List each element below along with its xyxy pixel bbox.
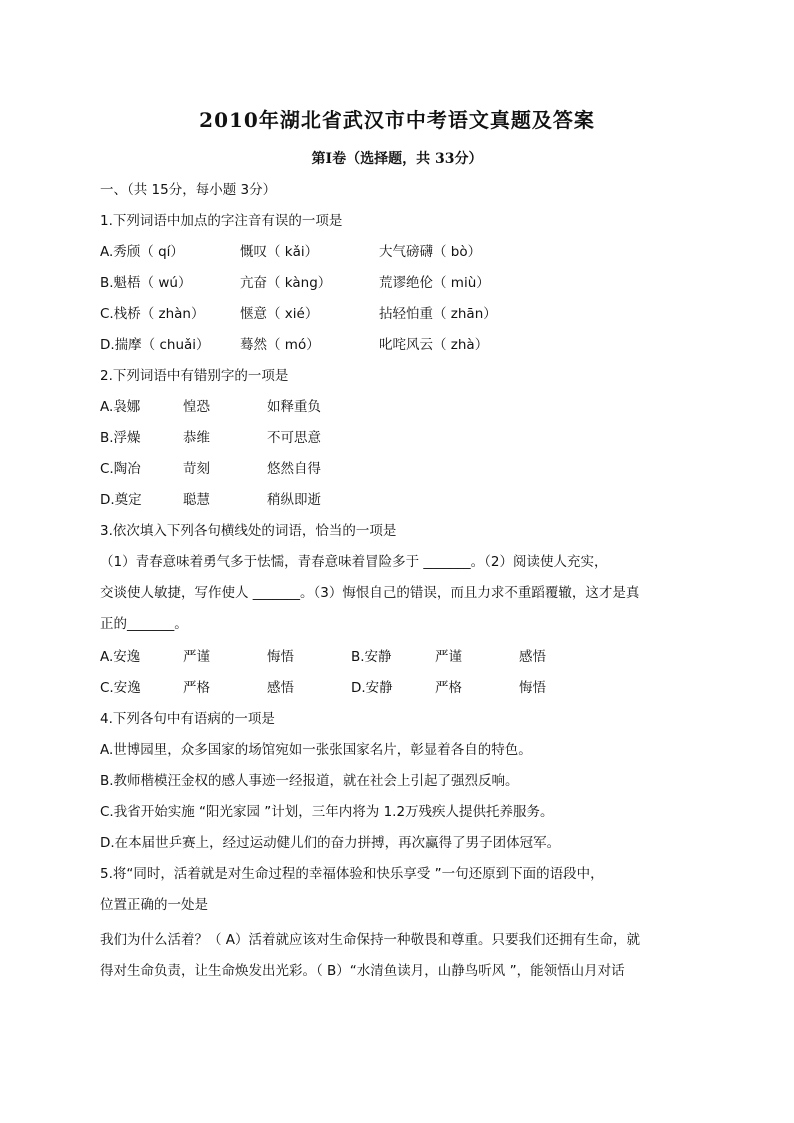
q2-option-c-2: 苛刻 xyxy=(183,461,210,477)
q2-option-d-3: 稍纵即逝 xyxy=(267,492,321,508)
q1-option-a-1: A.秀颀（ qí） xyxy=(100,244,184,260)
q2-option-d-1: D.奠定 xyxy=(100,492,142,508)
q2-option-a-2: 惶恐 xyxy=(183,399,210,415)
q1-option-d-3: 叱咤风云（ zhà） xyxy=(379,337,489,353)
q1-option-b-3: 荒谬绝伦（ miù） xyxy=(379,275,490,291)
q3-option-b-1: B.安静 xyxy=(351,649,392,665)
q2-option-b-2: 恭维 xyxy=(183,430,210,446)
q2-option-a-3: 如释重负 xyxy=(267,399,321,415)
q1-option-c-2: 惬意（ xié） xyxy=(240,306,319,322)
q3-stem: 3.依次填入下列各句横线处的词语，恰当的一项是 xyxy=(100,523,397,539)
q3-passage-line-1: （1）青春意味着勇气多于怯懦，青春意味着冒险多于 _______。（2）阅读使人充实， xyxy=(100,554,608,570)
q4-option-a: A.世博园里，众多国家的场馆宛如一张张国家名片，彰显着各自的特色。 xyxy=(100,742,532,758)
q2-option-b-3: 不可思意 xyxy=(267,430,321,446)
q2-option-c-1: C.陶冶 xyxy=(100,461,141,477)
q2-option-b-1: B.浮燥 xyxy=(100,430,141,446)
q3-option-a-3: 悔悟 xyxy=(267,649,294,665)
q1-option-a-2: 慨叹（ kǎi） xyxy=(240,244,319,260)
q3-passage-line-3: 正的_______。 xyxy=(100,616,188,632)
q5-passage-line-2: 得对生命负责，让生命焕发出光彩。（ B）“水清鱼读月，山静鸟听风 ”，能领悟山月对话 xyxy=(100,963,625,979)
q3-option-d-2: 严格 xyxy=(435,680,462,696)
q1-option-a-3: 大气磅礴（ bò） xyxy=(379,244,482,260)
q3-option-a-1: A.安逸 xyxy=(100,649,141,665)
q3-option-c-2: 严格 xyxy=(183,680,210,696)
page-title: 2010年湖北省武汉市中考语文真题及答案 xyxy=(199,108,595,132)
q4-option-b: B.教师楷模汪金权的感人事迹一经报道，就在社会上引起了强烈反响。 xyxy=(100,773,519,789)
q3-option-d-1: D.安静 xyxy=(351,680,393,696)
q3-option-d-3: 悔悟 xyxy=(519,680,546,696)
q1-option-c-1: C.栈桥（ zhàn） xyxy=(100,306,205,322)
q5-stem-line-2: 位置正确的一处是 xyxy=(100,897,208,913)
q1-option-d-2: 蓦然（ mó） xyxy=(240,337,320,353)
q3-option-a-2: 严谨 xyxy=(183,649,210,665)
q1-stem: 1.下列词语中加点的字注音有误的一项是 xyxy=(100,213,343,229)
q1-option-b-1: B.魁梧（ wú） xyxy=(100,275,192,291)
q5-passage-line-1: 我们为什么活着？（ A）活着就应该对生命保持一种敬畏和尊重。只要我们还拥有生命，就 xyxy=(100,932,641,948)
q3-option-b-2: 严谨 xyxy=(435,649,462,665)
q3-passage-line-2: 交谈使人敏捷，写作使人 _______。（3）悔恨自己的错误，而且力求不重蹈覆辙，这才是真 xyxy=(100,585,640,601)
q2-option-c-3: 悠然自得 xyxy=(267,461,321,477)
q1-option-d-1: D.揣摩（ chuǎi） xyxy=(100,337,210,353)
q1-option-c-3: 拈轻怕重（ zhān） xyxy=(379,306,497,322)
q5-stem-line-1: 5.将“同时，活着就是对生命过程的幸福体验和快乐享受 ”一句还原到下面的语段中， xyxy=(100,866,604,882)
q2-stem: 2.下列词语中有错别字的一项是 xyxy=(100,368,289,384)
section-heading: 一、（共 15分，每小题 3分） xyxy=(100,182,277,198)
paper-section-title: 第Ⅰ卷（选择题，共 33分） xyxy=(311,151,483,167)
q3-option-c-3: 感悟 xyxy=(267,680,294,696)
q2-option-a-1: A.袅娜 xyxy=(100,399,141,415)
q1-option-b-2: 亢奋（ kàng） xyxy=(240,275,332,291)
q2-option-d-2: 聪慧 xyxy=(183,492,210,508)
q4-option-c: C.我省开始实施 “阳光家园 ”计划，三年内将为 1.2万残疾人提供托养服务。 xyxy=(100,804,554,820)
q4-option-d: D.在本届世乒赛上，经过运动健儿们的奋力拼搏，再次赢得了男子团体冠军。 xyxy=(100,835,561,851)
q3-option-c-1: C.安逸 xyxy=(100,680,141,696)
q4-stem: 4.下列各句中有语病的一项是 xyxy=(100,711,275,727)
q3-option-b-3: 感悟 xyxy=(519,649,546,665)
